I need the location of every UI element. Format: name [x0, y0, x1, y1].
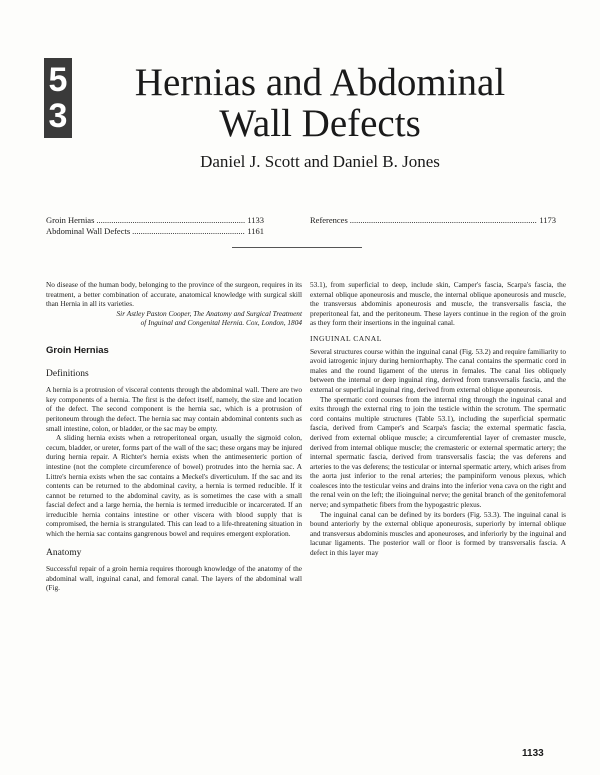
body-paragraph: The inguinal canal can be defined by its borders (Fig. 53.3). The inguinal canal is bound anteriorly by the external oblique aponeurosis, superiorly by internal oblique and transversus abdominis muscles and aponeuroses, and inferiorly by the inguinal and lacunar ligaments. The posterior wall or floor is formed by transversalis fascia. A defect in this layer may: [310, 509, 566, 558]
subsection-heading: Definitions: [46, 368, 89, 379]
toc-entry-label: Abdominal Wall Defects: [46, 226, 131, 236]
chapter-number-digit: 3: [48, 97, 68, 135]
toc-entry-label: References: [310, 215, 348, 225]
section-divider: [232, 247, 362, 248]
epigraph-attribution: of Inguinal and Congenital Hernia. Cox, London, 1804: [140, 318, 302, 328]
epigraph-attribution: Sir Astley Paston Cooper, The Anatomy and Surgical Treatment: [116, 308, 302, 318]
body-paragraph: 53.1), from superficial to deep, include skin, Camper's fascia, Scarpa's fascia, the external oblique aponeurosis and muscle, the internal oblique aponeurosis and muscle, the transversus abdominis aponeurosis and muscle, the transversalis fascia, the preperitoneal fat, and the peritoneum. These layers continue in the region of the groin as they form their insertions in the inguinal canal.: [310, 280, 566, 328]
chapter-number-digit: 5: [48, 61, 68, 99]
body-paragraph: Successful repair of a groin hernia requires thorough knowledge of the anatomy of the abdominal wall, inguinal canal, and femoral canal. The layers of the abdominal wall (Fig.: [46, 564, 302, 593]
chapter-title-line: Hernias and Abdominal: [134, 61, 506, 104]
chapter-number-block: [44, 58, 72, 138]
chapter-title-line: Wall Defects: [219, 102, 421, 145]
toc-entry-page: 1161: [247, 226, 264, 236]
toc-entry[interactable]: [310, 215, 556, 226]
left-column: [46, 280, 302, 593]
body-paragraph: The spermatic cord courses from the internal ring through the inguinal canal and exits through the external ring to join the testicle within the scrotum. The spermatic cord contains multiple structures (Table 53.1), including the superficial spermatic fascia, derived from Camper's and Scarpa's fascia; the external spermatic fascia, derived from external oblique muscle; a circumferential layer of cremaster muscle, derived from internal oblique muscle; the cremasteric or external spermatic artery; the internal spermatic fascia, derived from transversalis fascia; the vas deferens and arteries to the vas deferens; the testicular or internal spermatic artery, which arises from the aorta just inferior to the renal arteries; the pampiniform venous plexus, which coalesces into the testicular veins and drains into the inferior vena cava on the right and the renal vein on the left; the ilioinguinal nerve; the genital branch of the genitofemoral nerve; and sympathetic fibers from the hypogastric plexus.: [310, 394, 566, 510]
toc-entry[interactable]: [46, 215, 264, 226]
body-paragraph: A sliding hernia exists when a retroperitoneal organ, usually the sigmoid colon, cecum, bladder, or ureter, forms part of the wall of the sac; these organs may be injured during hernia repair. A Richter's hernia exists when the antimesenteric portion of intestine (not the complete circumference of bowel) protrudes into the hernia sac. A Littre's hernia exists when the sac contains a Meckel's diverticulum. If the sac and its contents can be returned to the abdominal cavity, a hernia is termed reducible. If it cannot be returned to the abdominal cavity, as is sometimes the case with a small fascial defect and a large hernia, the hernia is termed irreducible or incarcerated. If an irreducible hernia contains intestine or other viscera with blood supply that is compromised, the hernia is strangulated. This can lead to a life-threatening situation in which the hernia sac contains gangrenous bowel and requires emergent exploration.: [46, 433, 302, 539]
subsection-heading: INGUINAL CANAL: [310, 333, 382, 343]
toc-right: [310, 215, 556, 226]
toc-entry[interactable]: [46, 226, 264, 237]
toc-entry-page: 1133: [247, 215, 264, 225]
toc-entry-label: Groin Hernias: [46, 215, 95, 225]
toc-left: [46, 215, 264, 237]
body-paragraph: Several structures course within the inguinal canal (Fig. 53.2) and require familiarity to avoid iatrogenic injury during herniorrhaphy. The canal contains the spermatic cord in males and the round ligament of the uterus in females. The canal lies obliquely between the internal or deep inguinal ring, derived from transversalis fascia, and the external or superficial inguinal ring, derived from external oblique aponeurosis.: [310, 346, 566, 394]
chapter-title: [80, 62, 560, 144]
epigraph-text: No disease of the human body, belonging to the province of the surgeon, requires in its treatment, a better combination of accurate, anatomical knowledge with surgical skill than Hernia in all its varieties.: [46, 280, 302, 309]
section-heading: Groin Hernias: [46, 344, 109, 356]
right-column: [310, 280, 566, 558]
chapter-authors: Daniel J. Scott and Daniel B. Jones: [200, 152, 440, 171]
subsection-heading: Anatomy: [46, 547, 82, 558]
toc-entry-page: 1173: [539, 215, 556, 225]
body-paragraph: A hernia is a protrusion of visceral contents through the abdominal wall. There are two key components of a hernia. The first is the defect itself, namely, the size and location of the defect. The second component is the hernia sac, which is a protrusion of peritoneum through the defect. The hernia sac may contain abdominal contents such as small intestine, colon, or bladder, or the sac may be empty.: [46, 385, 302, 433]
page-number: 1133: [522, 748, 544, 759]
